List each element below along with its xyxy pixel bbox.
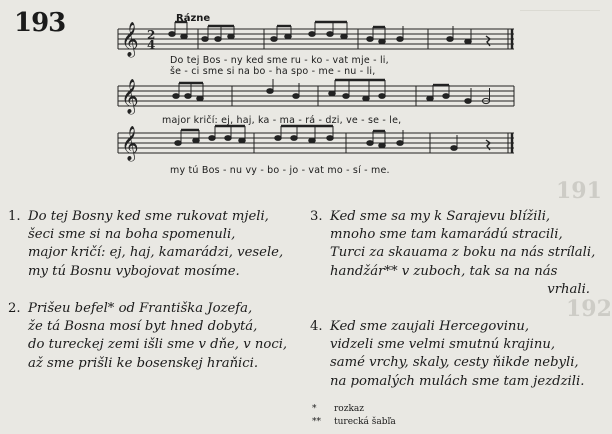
verse-line: my tú Bosnu vybojovat mosíme.	[28, 263, 240, 279]
footnote-text: rozkaz	[334, 404, 365, 414]
verse-line: Prišeu befel* od Františka Jozefa,	[28, 301, 253, 316]
footnote-1	[312, 404, 364, 414]
svg-text:4: 4	[147, 38, 156, 52]
verse-line: vrhali.	[547, 281, 590, 297]
verse-number: 1.	[8, 209, 21, 224]
verse-number: 2.	[8, 301, 21, 316]
treble-clef-icons	[121, 22, 139, 162]
verse-line: samé vrchy, skaly, cesty ňikde nebyli,	[330, 355, 579, 371]
staff-lines	[118, 29, 514, 153]
verse-2	[8, 300, 287, 373]
verse-line: že tá Bosna mosí byt hned dobytá,	[28, 319, 258, 335]
verse-line: šeci sme si na boha spomenuli,	[28, 227, 236, 243]
verse-line: mnoho sme tam kamarádú stracili,	[330, 227, 563, 243]
footnote-text: turecká šabľa	[334, 417, 396, 427]
svg-text:𝄞: 𝄞	[121, 126, 139, 161]
verse-number: 4.	[310, 319, 323, 334]
verse-1	[8, 208, 283, 281]
verse-line: vidzeli sme velmi smutnú krajinu,	[330, 337, 556, 353]
music-lyrics-row-1b: še - ci sme si na bo - ha spo - me - nu - li,	[170, 66, 376, 77]
verse-line: Turci za skauama z boku na nás strílali,	[330, 245, 596, 261]
verse-line: major kričí: ej, haj, kamarádzi, vesele,	[28, 245, 284, 261]
tempo-marking: Rázne	[176, 13, 211, 24]
time-signature	[147, 28, 155, 52]
svg-text:𝄞: 𝄞	[121, 22, 139, 57]
verse-3	[310, 208, 594, 299]
footnote-mark: **	[312, 417, 321, 427]
svg-text:𝄞: 𝄞	[121, 79, 139, 114]
verse-line: na pomalých mulách sme tam jezdzili.	[330, 373, 585, 389]
verse-line: handžár** v zuboch, tak sa na nás	[330, 263, 558, 279]
svg-text:2: 2	[147, 28, 156, 42]
verse-number: 3.	[310, 209, 323, 224]
bleed-through-number-191: 191	[556, 178, 602, 204]
verse-line: Do tej Bosny ked sme rukovat mjeli,	[28, 209, 269, 224]
music-lyrics-row-2: major kričí: ej, haj, ka - ma - rá - dzi, ve - se - le,	[162, 115, 402, 126]
footnote-2	[312, 417, 396, 427]
verse-line: Ked sme zaujali Hercegovinu,	[330, 319, 530, 334]
verse-4	[310, 318, 584, 391]
song-number: 193	[14, 8, 66, 38]
verse-line: do tureckej zemi išli sme v dňe, v noci,	[28, 337, 288, 353]
music-lyrics-row-1a: Do tej Bos - ny ked sme ru - ko - vat mje - li,	[170, 55, 389, 66]
verse-line: až sme prišli ke bosenskej hraňici.	[28, 355, 259, 371]
bleed-through-number-192: 192	[566, 296, 612, 322]
verse-line: Ked sme sa my k Sarajevu blížili,	[330, 209, 551, 224]
footnote-mark: *	[312, 404, 317, 414]
music-lyrics-row-3: my tú Bos - nu vy - bo - jo - vat mo - sí - me.	[170, 165, 390, 176]
